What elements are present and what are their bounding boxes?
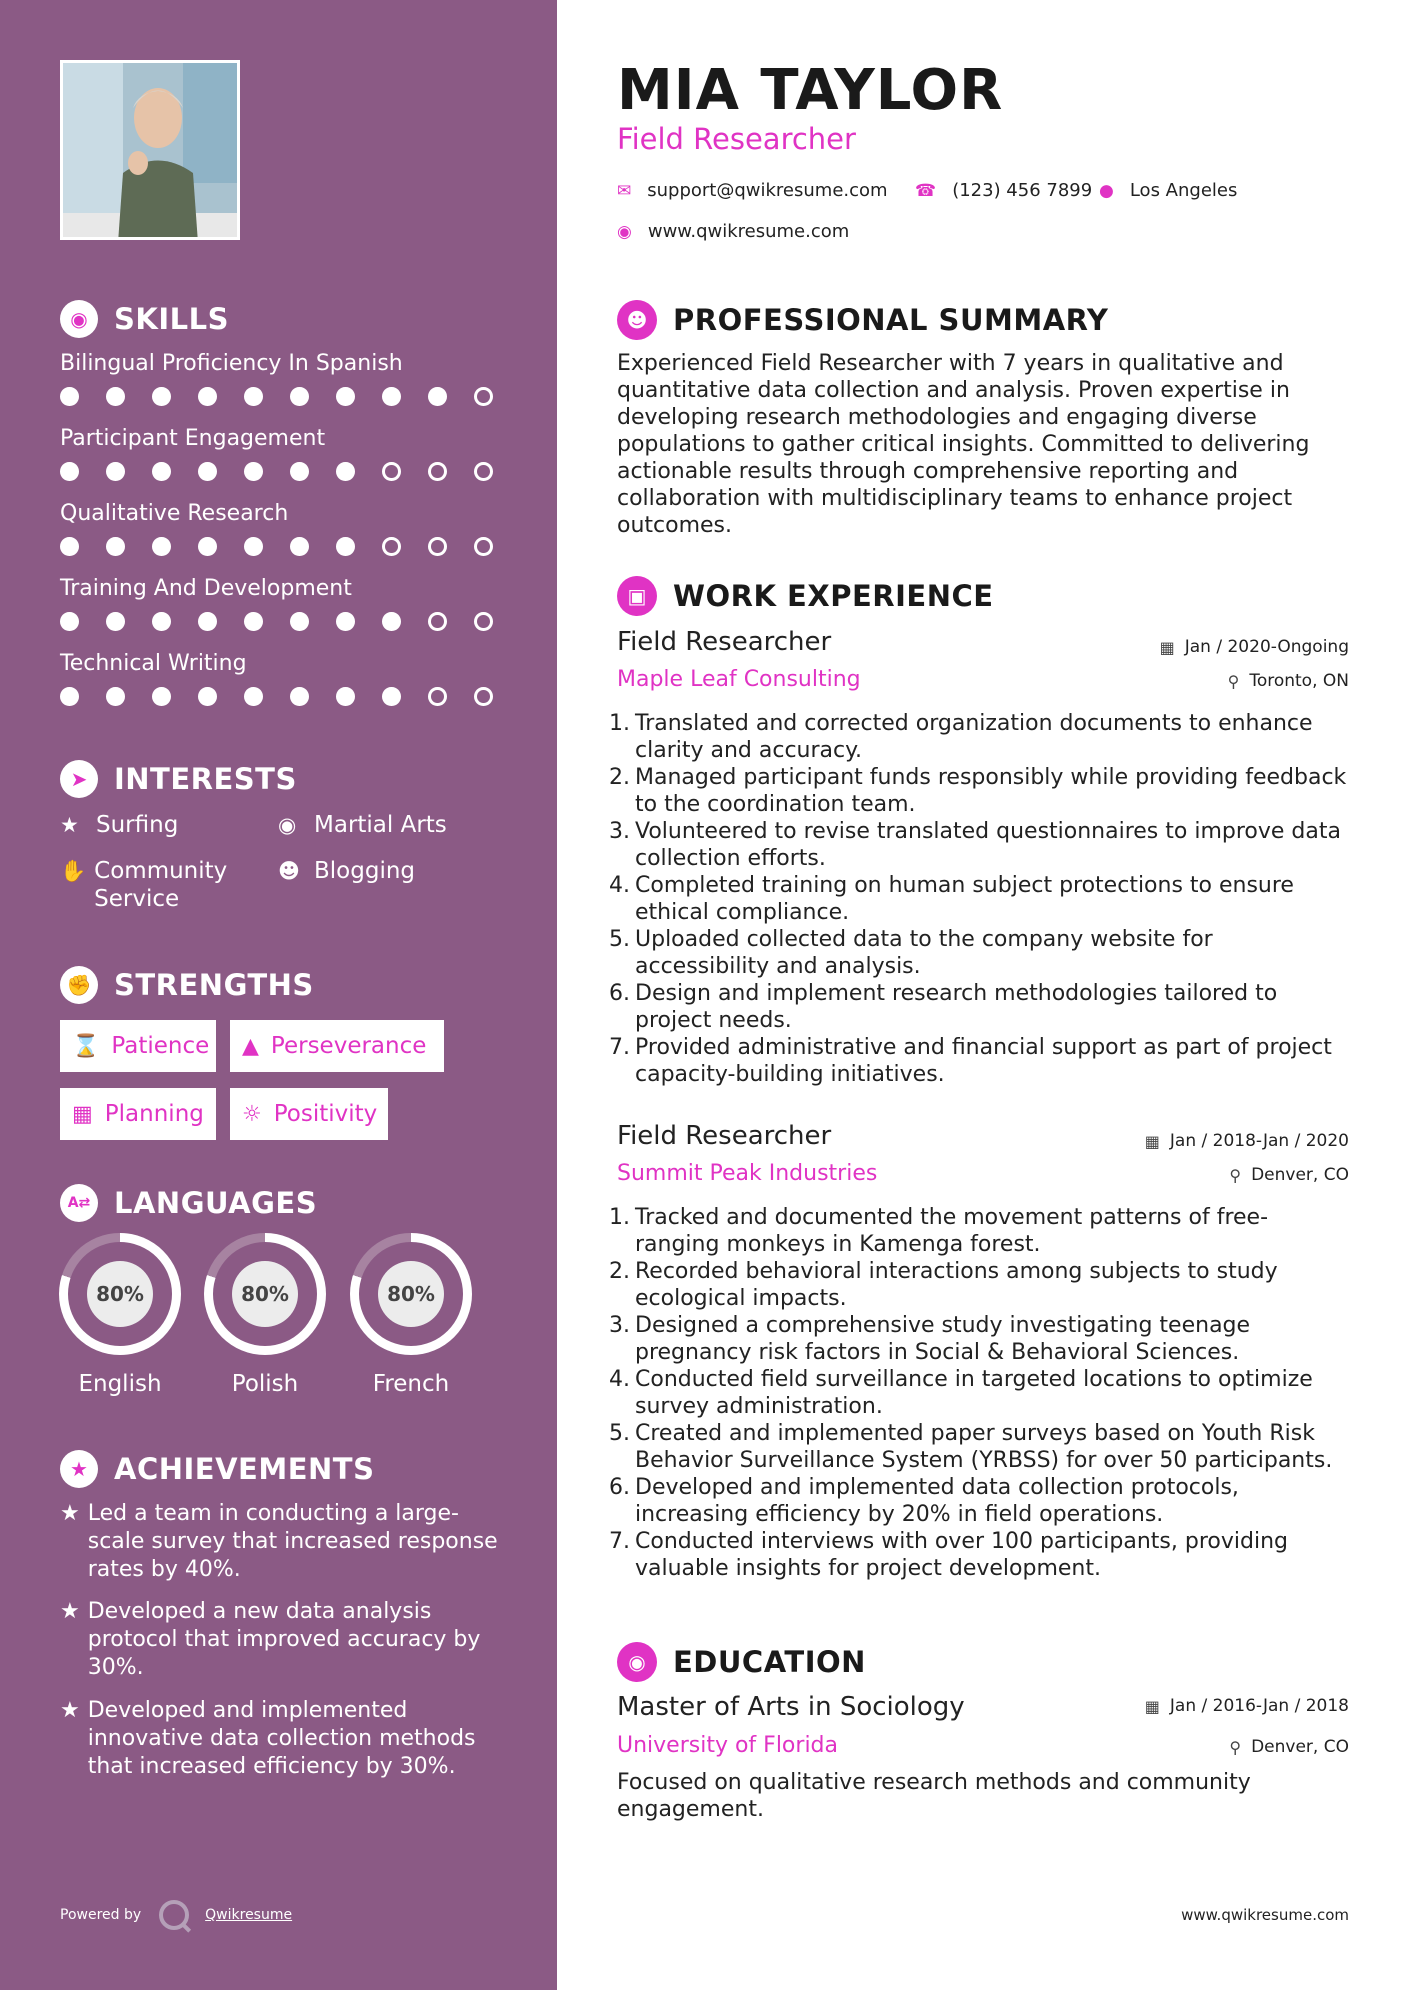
rating-dot-filled [382, 387, 401, 406]
calendar-icon: ▦ [1144, 1696, 1160, 1716]
paper-plane-icon: ➤ [60, 760, 98, 798]
rating-dot-filled [244, 462, 263, 481]
star-badge-icon: ★ [60, 1450, 98, 1488]
rating-dot-filled [244, 687, 263, 706]
star-icon: ★ [60, 813, 79, 837]
candidate-role: Field Researcher [617, 122, 856, 156]
language-icon: A⇄ [60, 1184, 98, 1222]
experience-heading: ▣ WORK EXPERIENCE [617, 576, 994, 616]
job-title: Field Researcher [617, 627, 832, 657]
rating-dot-filled [152, 387, 171, 406]
list-item: Provided administrative and financial support as part of project capacity-building initiatives. [635, 1035, 1332, 1087]
job-bullets [617, 1204, 1349, 1582]
education-location: ⚲ Denver, CO [1229, 1737, 1349, 1757]
rating-dot-filled [198, 612, 217, 631]
sidebar [0, 0, 557, 1990]
shooting-star-icon: ★ [60, 1599, 80, 1624]
list-item: Created and implemented paper surveys based on Youth Risk Behavior Surveillance System (YRBSS) for over 50 participants. [635, 1421, 1333, 1473]
rating-dot-empty [474, 612, 493, 631]
strength-badge: ☼ Positivity [230, 1088, 388, 1140]
degree-title: Master of Arts in Sociology [617, 1692, 965, 1722]
skill-item: Technical Writing [60, 651, 520, 706]
profile-photo [60, 60, 240, 240]
contact-website[interactable]: ◉ www.qwikresume.com [617, 221, 850, 242]
job-title: Field Researcher [617, 1121, 832, 1151]
summary-text: Experienced Field Researcher with 7 years in qualitative and quantitative data collection and analysis. Proven expertise in developing research methodologies and engaging diverse populations to gather critical insights. Committed to delivering actionable results through comprehensive reporting and collaboration with multidisciplinary teams to enhance project outcomes. [617, 351, 1310, 538]
education-heading: ◉ EDUCATION [617, 1642, 866, 1682]
school-name: University of Florida [617, 1733, 838, 1758]
rating-dot-filled [60, 387, 79, 406]
contact-location: ● Los Angeles [1099, 180, 1238, 201]
rating-dot-filled [336, 387, 355, 406]
rating-dot-filled [106, 387, 125, 406]
interest-item: ◉ Martial Arts [278, 812, 447, 838]
user-icon: ☻ [617, 300, 657, 340]
phone-icon: ☎ [915, 180, 937, 201]
rating-dot-filled [428, 387, 447, 406]
rating-dot-filled [336, 612, 355, 631]
languages-heading: A⇄ LANGUAGES [60, 1184, 317, 1222]
language-item: 80% Polish [204, 1233, 326, 1397]
rating-dot-empty [382, 462, 401, 481]
summary-heading: ☻ PROFESSIONAL SUMMARY [617, 300, 1108, 340]
strength-badge: ▦ Planning [60, 1088, 216, 1140]
strengths-heading: ✊ STRENGTHS [60, 966, 314, 1004]
envelope-icon: ✉ [617, 180, 632, 201]
skill-rating [60, 537, 520, 556]
achievement-item: ★ Developed and implemented innovative data collection methods that increased efficiency by 30%. [60, 1698, 476, 1779]
strength-badge: ⌛ Patience [60, 1020, 216, 1072]
globe-icon: ◉ [617, 221, 632, 242]
qwikresume-logo-icon [159, 1900, 189, 1930]
list-item: Designed a comprehensive study investigating teenage pregnancy risk factors in Social & Behavioral Sciences. [635, 1313, 1251, 1365]
footer-url[interactable]: www.qwikresume.com [1181, 1906, 1349, 1924]
graduation-icon: ◉ [617, 1642, 657, 1682]
hourglass-icon: ⌛ [72, 1033, 100, 1059]
list-item: Conducted interviews with over 100 participants, providing valuable insights for project development. [635, 1529, 1288, 1581]
skill-item: Participant Engagement [60, 426, 520, 481]
rating-dot-filled [106, 612, 125, 631]
rating-dot-filled [336, 537, 355, 556]
skill-rating [60, 687, 520, 706]
job-company: Summit Peak Industries [617, 1161, 878, 1186]
job-dates: ▦ Jan / 2018-Jan / 2020 [1144, 1131, 1349, 1151]
rating-dot-empty [428, 612, 447, 631]
rating-dot-filled [336, 687, 355, 706]
rating-dot-filled [152, 462, 171, 481]
rating-dot-filled [106, 462, 125, 481]
skill-item: Training And Development [60, 576, 520, 631]
rating-dot-filled [152, 612, 171, 631]
list-item: Uploaded collected data to the company website for accessibility and analysis. [635, 927, 1213, 979]
globe-icon: ◉ [278, 813, 297, 837]
education-description: Focused on qualitative research methods and community engagement. [617, 1770, 1251, 1822]
qwikresume-link[interactable]: Qwikresume [205, 1907, 293, 1923]
rating-dot-filled [244, 387, 263, 406]
candidate-name: MIA TAYLOR [617, 58, 1004, 123]
rating-dot-filled [60, 462, 79, 481]
lightbulb-icon: ◉ [60, 300, 98, 338]
rating-dot-filled [290, 462, 309, 481]
sun-icon: ☼ [242, 1101, 262, 1127]
pushpin-icon: ⚲ [1229, 1165, 1242, 1185]
rating-dot-filled [198, 537, 217, 556]
map-pin-icon: ● [1099, 180, 1114, 201]
rating-dot-empty [428, 462, 447, 481]
rating-dot-filled [290, 537, 309, 556]
list-item: Volunteered to revise translated questionnaires to improve data collection efforts. [635, 819, 1341, 871]
skills-heading: ◉ SKILLS [60, 300, 229, 338]
language-progress-ring: 80% [350, 1233, 472, 1355]
interest-item: ☻ Blogging [278, 858, 416, 884]
rating-dot-filled [106, 687, 125, 706]
language-item: 80% English [59, 1233, 181, 1397]
rating-dot-empty [428, 537, 447, 556]
achievements-heading: ★ ACHIEVEMENTS [60, 1450, 374, 1488]
calendar-icon: ▦ [1144, 1131, 1160, 1151]
users-icon: ☻ [278, 859, 300, 883]
rating-dot-empty [428, 687, 447, 706]
job-location: ⚲ Toronto, ON [1227, 671, 1349, 691]
list-item: Developed and implemented data collection protocols, increasing efficiency by 20% in field operations. [635, 1475, 1239, 1527]
rating-dot-filled [198, 687, 217, 706]
rating-dot-filled [106, 537, 125, 556]
rating-dot-filled [290, 687, 309, 706]
rating-dot-filled [152, 537, 171, 556]
rating-dot-empty [474, 387, 493, 406]
briefcase-icon: ▣ [617, 576, 657, 616]
job-location: ⚲ Denver, CO [1229, 1165, 1349, 1185]
rating-dot-filled [152, 687, 171, 706]
rating-dot-filled [290, 387, 309, 406]
mountain-icon: ▲ [242, 1033, 259, 1059]
skill-item: Bilingual Proficiency In Spanish [60, 351, 520, 406]
skill-item: Qualitative Research [60, 501, 520, 556]
achievement-item: ★ Developed a new data analysis protocol that improved accuracy by 30%. [60, 1599, 481, 1680]
shooting-star-icon: ★ [60, 1698, 80, 1723]
rating-dot-filled [60, 612, 79, 631]
powered-by: Powered by Qwikresume [60, 1900, 292, 1930]
job-company: Maple Leaf Consulting [617, 667, 861, 692]
job-bullets [617, 710, 1349, 1088]
list-item: Conducted field surveillance in targeted locations to optimize survey administration. [635, 1367, 1313, 1419]
rating-dot-empty [474, 462, 493, 481]
list-item: Translated and corrected organization documents to enhance clarity and accuracy. [635, 711, 1313, 763]
list-item: Recorded behavioral interactions among subjects to study ecological impacts. [635, 1259, 1278, 1311]
interest-item: ★ Surfing [60, 812, 179, 838]
pushpin-icon: ⚲ [1229, 1737, 1242, 1757]
skill-rating [60, 612, 520, 631]
interest-item: ✋ Community Service [60, 858, 228, 912]
rating-dot-filled [60, 537, 79, 556]
education-dates: ▦ Jan / 2016-Jan / 2018 [1144, 1696, 1349, 1716]
interests-heading: ➤ INTERESTS [60, 760, 297, 798]
shooting-star-icon: ★ [60, 1501, 80, 1526]
list-item: Tracked and documented the movement patterns of free-ranging monkeys in Kamenga forest. [635, 1205, 1269, 1257]
list-item: Design and implement research methodologies tailored to project needs. [635, 981, 1278, 1033]
rating-dot-filled [382, 612, 401, 631]
language-item: 80% French [350, 1233, 472, 1397]
contact-email[interactable]: ✉ support@qwikresume.com [617, 180, 888, 201]
list-item: Completed training on human subject protections to ensure ethical compliance. [635, 873, 1294, 925]
rating-dot-filled [244, 537, 263, 556]
hand-icon: ✋ [60, 859, 87, 883]
rating-dot-empty [382, 537, 401, 556]
strength-badge: ▲ Perseverance [230, 1020, 444, 1072]
achievement-item: ★ Led a team in conducting a large-scale survey that increased response rates by 40%. [60, 1501, 498, 1582]
rating-dot-empty [474, 687, 493, 706]
calendar-icon: ▦ [1159, 637, 1175, 657]
calendar-icon: ▦ [72, 1101, 93, 1127]
rating-dot-filled [60, 687, 79, 706]
language-progress-ring: 80% [204, 1233, 326, 1355]
contact-phone[interactable]: ☎ (123) 456 7899 [915, 180, 1093, 201]
skill-rating [60, 387, 520, 406]
rating-dot-filled [382, 687, 401, 706]
rating-dot-filled [198, 387, 217, 406]
language-progress-ring: 80% [59, 1233, 181, 1355]
pushpin-icon: ⚲ [1227, 671, 1240, 691]
rating-dot-filled [244, 612, 263, 631]
job-dates: ▦ Jan / 2020-Ongoing [1159, 637, 1349, 657]
rating-dot-filled [290, 612, 309, 631]
rating-dot-filled [198, 462, 217, 481]
skill-rating [60, 462, 520, 481]
rating-dot-filled [336, 462, 355, 481]
rating-dot-empty [474, 537, 493, 556]
fist-icon: ✊ [60, 966, 98, 1004]
list-item: Managed participant funds responsibly while providing feedback to the coordination team. [635, 765, 1347, 817]
